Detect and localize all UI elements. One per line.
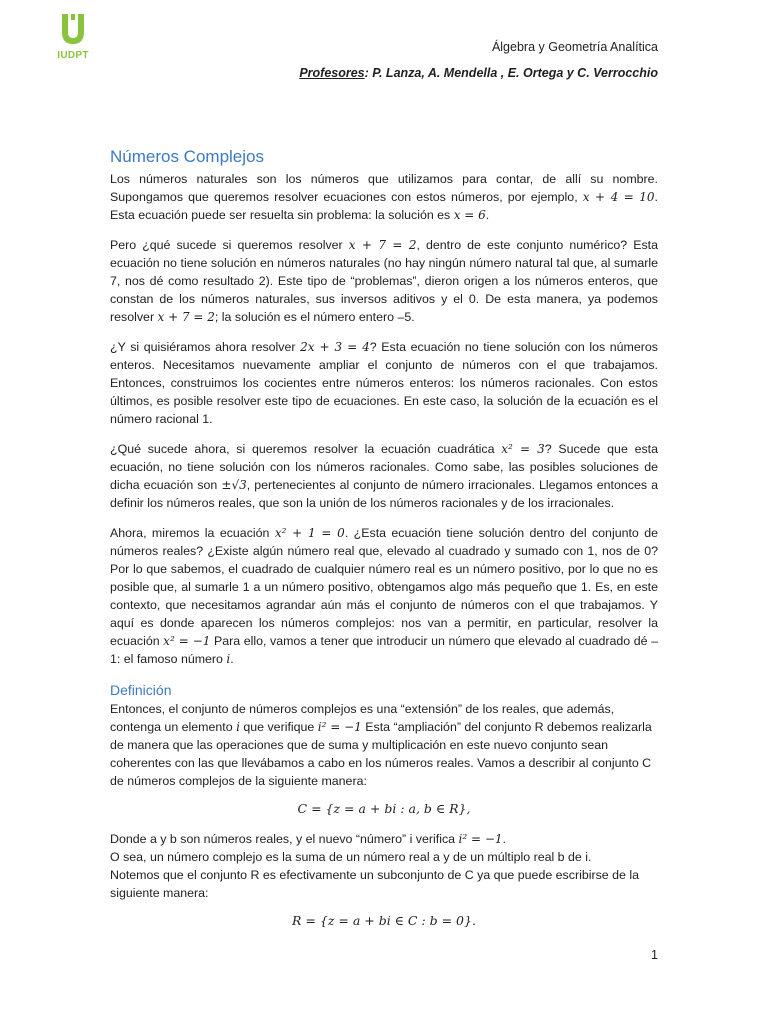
document-body bbox=[110, 146, 658, 942]
math-expression: x² = 3 bbox=[501, 442, 545, 456]
text-run: Los números naturales son los números que utilizamos para contar, de allí su nombre. Supongamos que queremos resolver ecuaciones con estos números, por ejemplo, bbox=[110, 172, 658, 204]
math-expression: 2x + 3 = 4 bbox=[300, 340, 370, 354]
text-run: Entonces, el conjunto de números complejos es una “extensión” de los reales, que además, contenga un elemento bbox=[110, 702, 615, 734]
text-run: . Esta ecuación puede ser resuelta sin problema: la solución es bbox=[110, 190, 658, 222]
math-expression: x = 6 bbox=[453, 208, 486, 222]
math-expression: i² = −1 bbox=[458, 832, 503, 846]
paragraph-3 bbox=[110, 338, 658, 428]
math-expression: i bbox=[236, 720, 240, 734]
paragraph-5 bbox=[110, 524, 658, 668]
paragraph-4 bbox=[110, 440, 658, 512]
text-run: ¿Qué sucede ahora, si queremos resolver la ecuación cuadrática bbox=[110, 442, 502, 456]
iudpt-logo bbox=[50, 12, 96, 68]
text-run: Donde a y b son números reales, y el nuevo “número” i verifica bbox=[110, 832, 459, 846]
paragraph-6 bbox=[110, 700, 658, 790]
logo-text: IUDPT bbox=[57, 50, 89, 61]
text-run: ? Esta ecuación no tiene solución con los números enteros. Necesitamos nuevamente ampliar el conjunto de números con el que trabajamos. Entonces, construimos los cocientes entre números enteros: los números racionales. Con estos últimos, es posible resolver este tipo de ecuaciones. En este caso, la solución de la ecuación es el número racional 1. bbox=[110, 340, 658, 426]
text-run: , pertenecientes al conjunto de número irracionales. Llegamos entonces a definir los números reales, que son la unión de los números racionales y de los irracionales. bbox=[110, 478, 658, 510]
math-expression: x + 7 = 2 bbox=[157, 310, 215, 324]
page-number: 1 bbox=[651, 948, 658, 962]
math-expression: ±√3 bbox=[221, 478, 247, 492]
course-title: Álgebra y Geometría Analítica bbox=[491, 40, 658, 54]
professors-label: Profesores bbox=[299, 66, 365, 80]
math-expression: i² = −1 bbox=[317, 720, 362, 734]
text-run: Para ello, vamos a tener que introducir un número que elevado al cuadrado dé –1: el famoso número bbox=[110, 634, 658, 666]
paragraph-7 bbox=[110, 830, 658, 848]
paragraph-1 bbox=[110, 170, 658, 224]
section-title: Números Complejos bbox=[110, 147, 264, 166]
text-run: . bbox=[485, 208, 490, 222]
math-expression: x + 7 = 2 bbox=[348, 238, 417, 252]
formula-real-subset: R = {z = a + bi ∈ C : b = 0}. bbox=[292, 913, 476, 928]
text-run: Pero ¿qué sucede si queremos resolver bbox=[110, 238, 349, 252]
text-run: Esta “ampliación” del conjunto R debemos realizarla de manera que las operaciones que de suma y multiplicación en este nuevo conjunto sean coherentes con las que llevábamos a cabo en los números reales. Vamos a describir al conjunto C de números complejos de la siguiente manera: bbox=[110, 720, 652, 788]
text-run: ? Sucede que esta ecuación, no tiene solución con los números racionales. Como sabe, las posibles soluciones de dicha ecuación son bbox=[110, 442, 658, 492]
text-run: , dentro de este conjunto numérico? Esta ecuación no tiene solución en números naturales (no hay ningún número natural tal que, al sumarle 7, nos dé como resultado 2). Este tipo de “problemas”, dieron origen a los números enteros, que constan de los números naturales, sus inversos aditivos y el 0. De esta manera, ya podemos resolver bbox=[110, 238, 659, 324]
definition-heading: Definición bbox=[110, 682, 172, 698]
page-header bbox=[299, 40, 658, 80]
text-run: que verifique bbox=[239, 720, 318, 734]
text-run: ; la solución es el número entero –5. bbox=[214, 310, 415, 324]
professors-line bbox=[299, 66, 658, 80]
text-run: ¿Y si quisiéramos ahora resolver bbox=[110, 340, 301, 354]
text-run: Ahora, miremos la ecuación bbox=[110, 526, 275, 540]
math-expression: x + 4 = 10 bbox=[582, 190, 655, 204]
text-run: . bbox=[502, 832, 506, 846]
paragraph-9: Notemos que el conjunto R es efectivamente un subconjunto de C ya que puede escribirse de la siguiente manera: bbox=[110, 868, 639, 900]
professors-names: : P. Lanza, A. Mendella , E. Ortega y C. Verrocchio bbox=[364, 66, 658, 80]
iudpt-logo-icon bbox=[50, 12, 96, 50]
paragraph-2 bbox=[110, 236, 658, 326]
text-run: . bbox=[230, 652, 234, 666]
text-run: . ¿Esta ecuación tiene solución dentro del conjunto de números reales? ¿Existe algún número real que, elevado al cuadrado y sumado con 1, nos de 0? Por lo que sabemos, el cuadrado de cualquier número real es un número positivo, por lo que no es posible que, al sumarle 1 a un número positivo, obtengamos algo más pequeño que 1. Es, en este contexto, que necesitamos agrandar aún más el conjunto de números con el que trabajamos. Y aquí es donde aparecen los números complejos: nos van a permitir, en particular, resolver la ecuación bbox=[110, 526, 658, 648]
formula-complex-set: C = {z = a + bi : a, b ∈ R}, bbox=[297, 801, 471, 816]
paragraph-8: O sea, un número complejo es la suma de un número real a y de un múltiplo real b de i. bbox=[110, 850, 592, 864]
math-expression: x² + 1 = 0 bbox=[274, 526, 345, 540]
math-expression: x² = −1 bbox=[163, 634, 211, 648]
math-expression: i bbox=[226, 652, 231, 666]
